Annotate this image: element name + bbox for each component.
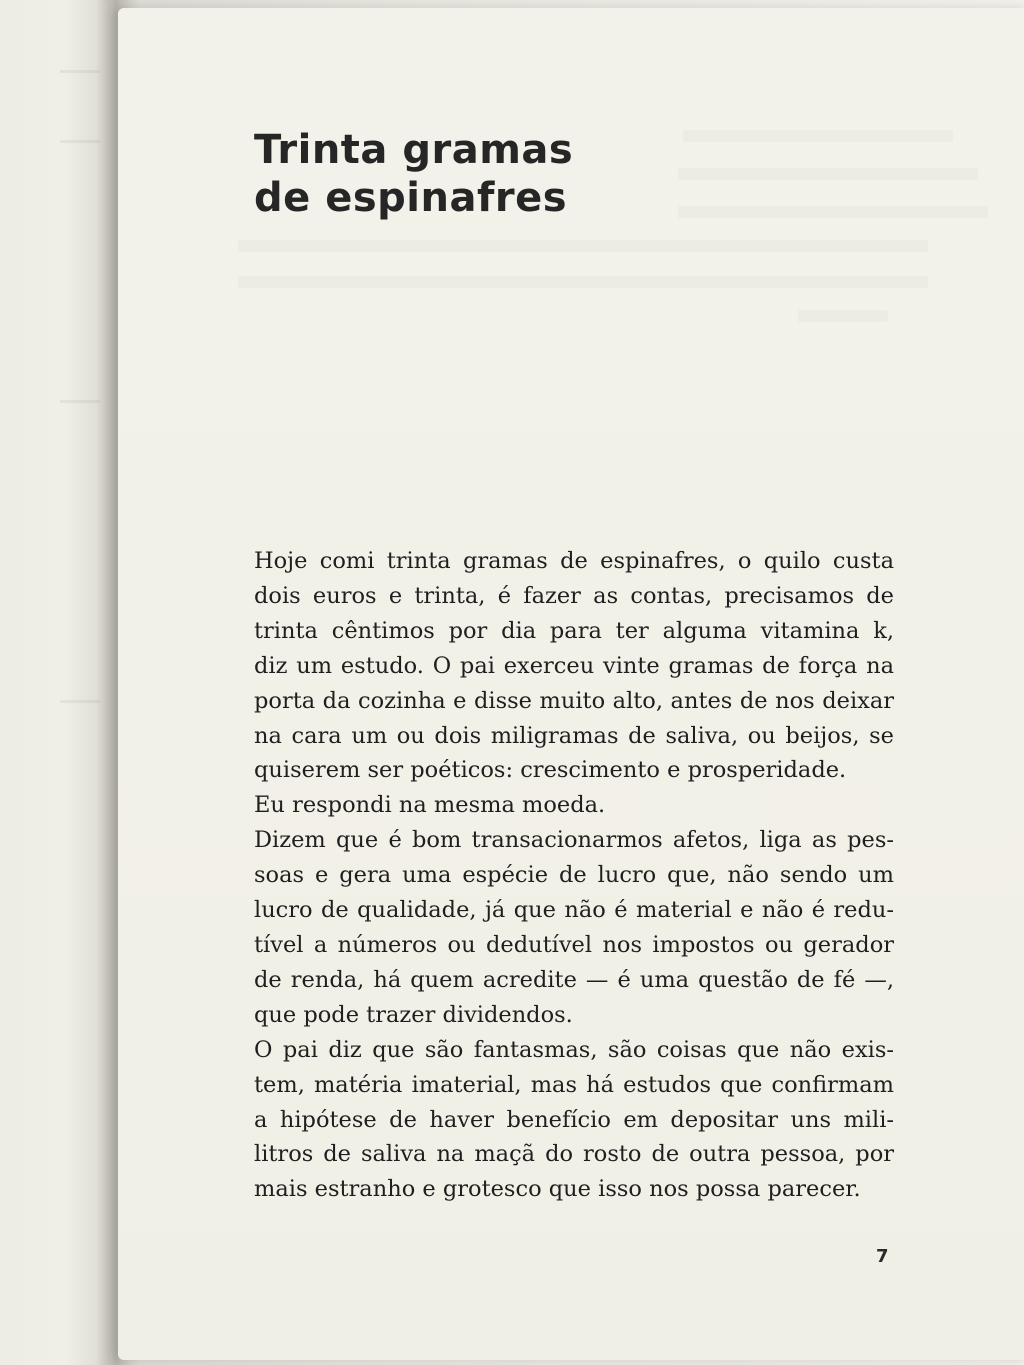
chapter-title-line-2: de espinafres <box>254 175 568 221</box>
page-number: 7 <box>876 1246 889 1267</box>
previous-page-edge <box>0 0 110 1365</box>
bleed-mark <box>60 140 100 143</box>
body-line: diz um estudo. O pai exerceu vinte gramas de força na <box>254 652 894 679</box>
body-line: Hoje comi trinta gramas de espinafres, o quilo custa <box>254 548 894 574</box>
body-line: lucro de qualidade, já que não é material e não é redu- <box>254 897 894 924</box>
body-line: na cara um ou dois miligramas de saliva, ou beijos, se <box>254 722 894 749</box>
bleed-through-line <box>678 168 978 180</box>
chapter-title <box>254 126 573 222</box>
body-line: de renda, há quem acredite — é uma questão de fé —, <box>254 966 894 993</box>
body-line: litros de saliva na maçã do rosto de outra pessoa, por <box>254 1141 894 1168</box>
body-line: Eu respondi na mesma moeda. <box>254 792 606 819</box>
bleed-through-line <box>798 310 888 322</box>
body-line: trinta cêntimos por dia para ter alguma vitamina k, <box>254 617 894 644</box>
body-line: que pode trazer dividendos. <box>254 1001 573 1028</box>
bleed-through-line <box>238 276 928 288</box>
body-line: mais estranho e grotesco que isso nos possa parecer. <box>254 1176 861 1203</box>
body-line: Dizem que é bom transacionarmos afetos, liga as pes- <box>254 827 894 854</box>
bleed-through-line <box>238 240 928 252</box>
bleed-mark <box>60 70 100 73</box>
body-line: dois euros e trinta, é fazer as contas, precisamos de <box>254 582 894 609</box>
body-line: soas e gera uma espécie de lucro que, não sendo um <box>254 862 894 889</box>
bleed-mark <box>60 400 100 403</box>
body-line: tível a números ou dedutível nos impostos ou gerador <box>254 931 894 958</box>
body-line: porta da cozinha e disse muito alto, antes de nos deixar <box>254 687 894 714</box>
body-line: quiserem ser poéticos: crescimento e prosperidade. <box>254 757 847 784</box>
body-paragraphs <box>254 544 894 1207</box>
bleed-through-line <box>683 130 953 142</box>
chapter-title-line-1: Trinta gramas <box>254 127 574 173</box>
body-line: a hipótese de haver benefício em depositar uns mili- <box>254 1106 894 1133</box>
body-line: tem, matéria imaterial, mas há estudos que confirmam <box>254 1071 894 1098</box>
bleed-mark <box>60 700 100 703</box>
body-line: O pai diz que são fantasmas, são coisas que não exis- <box>254 1036 894 1063</box>
bleed-through-line <box>678 206 988 218</box>
